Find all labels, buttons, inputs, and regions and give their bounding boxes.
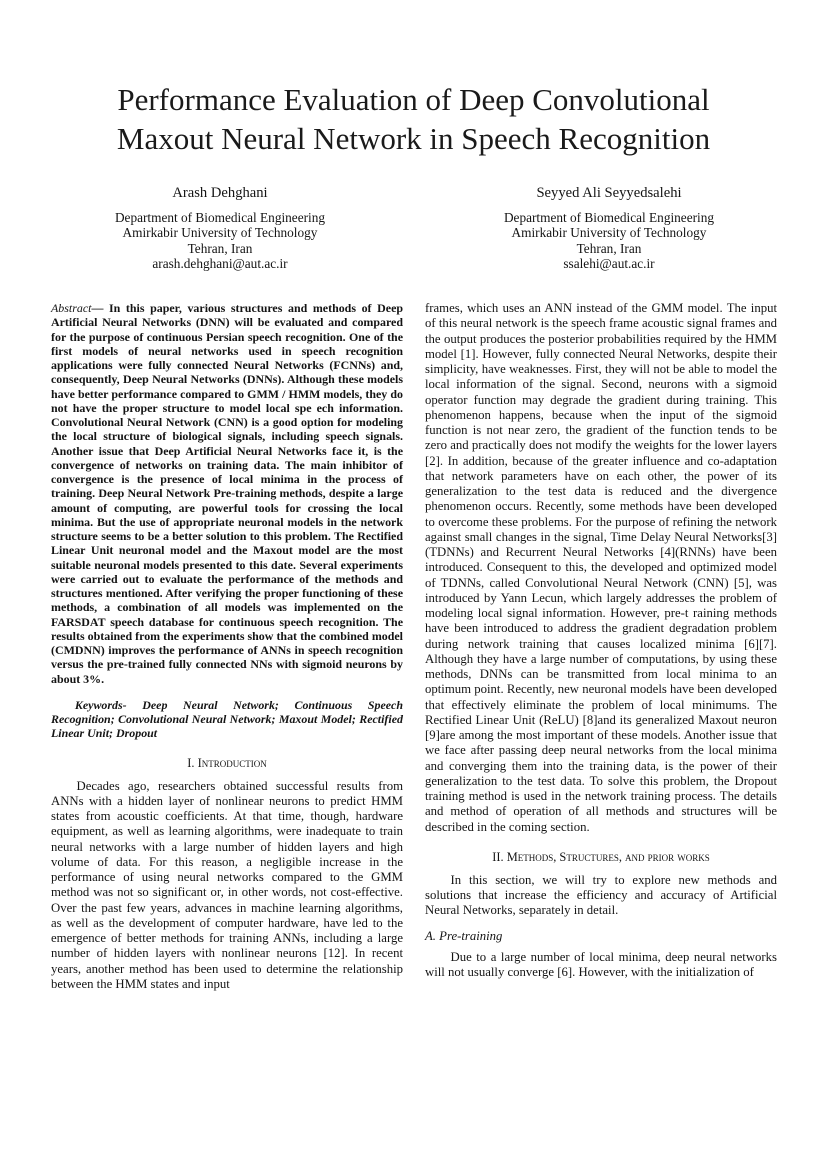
methods-paragraph: In this section, we will try to explore new methods and solutions that increase the efficiency and accuracy of Artificial Neural Networks, separately in detail.	[425, 872, 777, 918]
author-location: Tehran, Iran	[187, 240, 253, 256]
author-department: Department of Biomedical Engineering	[114, 209, 326, 225]
author-email: arash.dehghani@aut.ac.ir	[152, 256, 288, 272]
right-column	[425, 301, 777, 980]
section-title: Introduction	[197, 755, 267, 770]
author-name: Arash Dehghani	[172, 185, 268, 201]
abstract-lead: Abstract	[51, 301, 92, 315]
paper-title-line-2: Maxout Neural Network in Speech Recognition	[116, 121, 711, 156]
section-numeral: II.	[492, 849, 507, 864]
left-column	[51, 301, 403, 992]
subsection-heading-pretraining: A. Pre-training	[425, 928, 503, 943]
abstract	[51, 301, 403, 686]
author-university: Amirkabir University of Technology	[122, 225, 318, 241]
pretraining-paragraph: Due to a large number of local minima, deep neural networks will not usually converge [6]. However, with the initialization of	[425, 949, 777, 979]
author-location: Tehran, Iran	[576, 240, 642, 256]
paper-title-line-1: Performance Evaluation of Deep Convolutional	[117, 82, 710, 117]
keywords: Keywords- Deep Neural Network; Continuous Speech Recognition; Convolutional Neural Network; Maxout Model; Rectified Linear Unit; Dropout	[51, 697, 403, 741]
author-department: Department of Biomedical Engineering	[503, 209, 715, 225]
introduction-paragraph: Decades ago, researchers obtained successful results from ANNs with a hidden layer of nonlinear neurons to predict HMM states from acoustic coefficients. At that time, though, hardware equipment, as well as learning algorithms, were inadequate to train neural networks with a large number of hidden layers and high volume of data. For this reason, a negligible increase in the performance of using neural networks compared to the GMM method was not so significant or, in other words, not cost-effective. Over the past few years, advances in machine learning algorithms, as well as the development of computer hardware, have led to the emergence of better methods for training ANNs, including a large number of hidden layers with nonlinear neurons [12]. In recent years, another method has been used to determine the relationship between the HMM states and input	[51, 778, 403, 991]
author-block-2	[459, 186, 759, 272]
section-heading-introduction	[51, 756, 403, 771]
author-email: ssalehi@aut.ac.ir	[563, 256, 655, 272]
abstract-dash: —	[91, 301, 110, 315]
abstract-body: In this paper, various structures and methods of Deep Artificial Neural Networks (DNN) will be evaluated and compared for the purpose of continuous Persian speech recognition. One of the first models of neural networks used in speech recognition applications were fully connected Neural Networks (FCNNs) and, consequently, Deep Neural Networks (DNNs). Although these models have better performance compared to GMM / HMM models, they do not have the proper structure to model local spe ech information. Convolutional Neural Network (CNN) is a good option for modeling the local structure of biological signals, including speech signals. Another issue that Deep Artificial Neural Networks face it, is the convergence of networks on training data. The main inhibitor of convergence is the presence of local minima in the process of training. Deep Neural Network Pre-training methods, despite a large amount of computing, are powerful tools for crossing the local minima. But the use of appropriate neuronal models in the network structure seems to be a better solution to this problem. The Rectified Linear Unit neuronal model and the Maxout model are the most suitable neuronal models presented to this date. Several experiments were carried out to evaluate the performance of the methods and structures mentioned. After verifying the proper functioning of these methods, a combination of all models was implemented on the FARSDAT speech database for continuous speech recognition. The results obtained from the experiments show that the combined model (CMDNN) improves the performance of ANNs in speech recognition versus the pre-trained fully connected NNs with sigmoid neurons by about 3%.	[51, 301, 404, 686]
section-heading-methods	[425, 850, 777, 865]
introduction-paragraph-continued: frames, which uses an ANN instead of the GMM model. The input of this neural network is the speech frame acoustic signal frames and the output produces the posterior probabilities required by the HMM model [1]. However, fully connected Neural Networks, despite their simplicity, have weaknesses. First, they will not be able to model the local information of the signal. Second, neurons with a sigmoid operator function may degrade the gradient during training. This phenomenon happens, because when the input of the sigmoid function is not near zero, the gradient of the function tends to be zero and practically does not modify the weights for the lower layers [2]. In addition, because of the greater influence and co-adaptation that network parameters have on each other, the power of its generalization to the test data is reduced and the divergence phenomenon occurs. Recently, some methods have been developed to overcome these problems. For the purpose of refining the network against small changes in the signal, Time Delay Neural Networks[3] (TDNNs) and Recurrent Neural Networks [4](RNNs) have been introduced. Consequent to this, the developed and optimized model of TDNNs, called Convolutional Neural Network (CNN) [5], was introduced by Yann Lecun, which largely addresses the problem of modeling local signal information. However, pre-t raining methods have been introduced to address the gradient degradation problem during network training that causes localized minima [6][7]. Although they have a large number of computations, by using these methods, DNNs can be transmitted from local minima to an optimum point. Recently, new neuronal models have been developed that effectively eliminate the problem of local minimums. The Rectified Linear Unit (ReLU) [8]and its generalized Maxout neuron [9]are among the most important of these models. Another issue that we face after passing deep neural networks from the local minima and converging them into the training data, is the power of their generalization to the test data. To solve this problem, the Dropout training method is used in the network training process. The details and method of operation of all methods and structures will be described in the coming section.	[425, 301, 777, 834]
author-block-1	[70, 186, 370, 272]
author-university: Amirkabir University of Technology	[511, 225, 707, 241]
section-title: Methods, Structures, and prior works	[506, 849, 710, 864]
paper-title	[40, 80, 787, 158]
author-name: Seyyed Ali Seyyedsalehi	[536, 185, 682, 201]
section-numeral: I.	[187, 755, 198, 770]
